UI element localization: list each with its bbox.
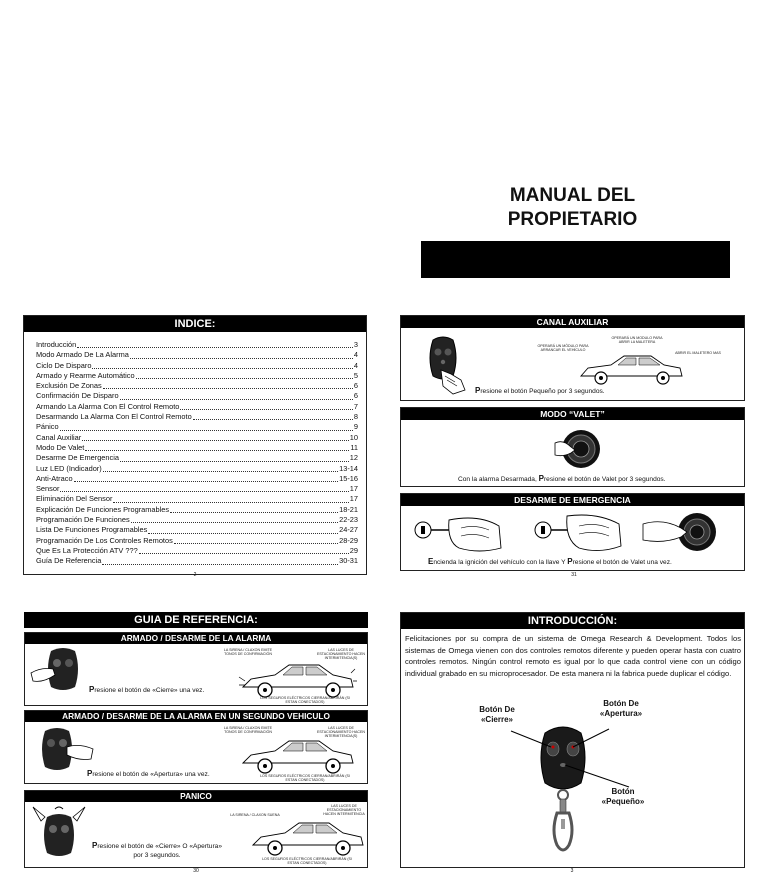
intro-paragraph: Felicitaciones por su compra de un sistema de Omega Research & Development. Todos los sistemas de Omega vienen con dos controles remotos diferente y pueden operar hasta con cuatro controles remotos. Ningún control remoto es igual por lo que cada control viene con un código individual grabado en su microprocesador. De esta manera ni la fabrica puede duplicar el código.: [405, 634, 741, 678]
car-illustration: [576, 350, 686, 390]
index-entry: [36, 443, 358, 453]
index-entry-leader: [92, 367, 352, 369]
index-entry-leader: [120, 398, 353, 400]
index-entry-leader: [113, 501, 348, 503]
index-entry: [36, 391, 358, 401]
valet-header: [401, 408, 744, 420]
index-entry-label: Lista De Funciones Programables: [36, 525, 148, 535]
index-entry: [36, 556, 358, 566]
label-apertura-line2: «Apertura»: [599, 709, 643, 718]
index-entry-page: 6: [353, 381, 358, 391]
index-entry-leader: [193, 418, 353, 420]
second-caption-initial: P: [87, 769, 93, 778]
second-note-lights: LAS LUCES DE ESTACIONAMIENTO HACEN INTERMITENCIA(S): [317, 726, 365, 738]
index-entry-page: 17: [349, 484, 358, 494]
index-entry: [36, 515, 358, 525]
index-entry: [36, 340, 358, 350]
intro-panel: [400, 612, 745, 868]
intro-page-number: 3: [570, 868, 574, 874]
index-page-number: 2: [193, 572, 197, 578]
panic-note-lights: LAS LUCES DE ESTACIONAMIENTO HACEN INTERMITENCIA: [323, 804, 365, 816]
index-entry-label: Armado y Rearme Automático: [36, 370, 135, 380]
intro-title: INTRODUCCIÓN:: [527, 615, 618, 627]
index-entry-page: 29: [349, 545, 358, 555]
index-entry-label: Eliminación Del Sensor: [36, 494, 113, 504]
cover-title: [460, 184, 685, 232]
aux-caption-initial: P: [475, 386, 481, 395]
valet-caption-rest: resione el botón de Valet por 3 segundos.: [543, 476, 666, 483]
car-illustration: [247, 817, 367, 859]
index-entry: [36, 422, 358, 432]
index-entry: [36, 536, 358, 546]
guide-section-arm-header: [25, 633, 367, 644]
aux-header: [401, 316, 744, 328]
label-apertura-line1: Botón De: [603, 699, 639, 708]
index-entry-leader: [103, 470, 338, 472]
index-entry: [36, 484, 358, 494]
guide-section-panic: [24, 790, 368, 868]
index-entry-page: 18-21: [339, 504, 358, 514]
index-entry-label: Programación De Funciones: [36, 515, 130, 525]
panic-caption-initial: P: [92, 841, 98, 850]
valet-title: MODO “VALET”: [540, 409, 605, 419]
guide-title: GUIA DE REFERENCIA:: [134, 614, 258, 626]
valet-caption: [458, 474, 738, 484]
index-entry-label: Que Es La Protección ATV ???: [36, 545, 138, 555]
index-entry-leader: [85, 449, 349, 451]
index-entry: [36, 494, 358, 504]
cover-title-line2: PROPIETARIO: [507, 209, 638, 230]
panic-note-siren: LA SIRENA / CLAXON SUENA: [230, 813, 280, 817]
guide-section-panic-header: [25, 791, 367, 802]
index-title: INDICE:: [174, 318, 216, 330]
index-entry: [36, 464, 358, 474]
label-pequeno-line1: Botón: [611, 787, 635, 796]
index-entry-label: Pánico: [36, 422, 59, 432]
arm-caption-initial: P: [89, 685, 95, 694]
index-entry-page: 9: [353, 422, 358, 432]
valet-caption-initial: P: [538, 474, 544, 483]
index-entry: [36, 453, 358, 463]
index-entry-page: 28-29: [339, 535, 358, 545]
index-entry-label: Introducción: [36, 340, 77, 349]
index-entry-label: Guía De Referencia: [36, 556, 102, 566]
index-entry-leader: [77, 346, 353, 348]
aux-note-open: ABRIR EL MALETERO MAS: [675, 351, 721, 355]
index-list: [36, 340, 358, 567]
label-pequeno-line2: «Pequeño»: [601, 797, 645, 806]
index-entry-label: Modo De Valet: [36, 442, 85, 452]
index-entry-label: Confirmación De Disparo: [36, 391, 119, 401]
remote-cierre-illustration: [29, 647, 91, 703]
guide-section-arm-title: ARMADO / DESARME DE LA ALARMA: [120, 633, 272, 643]
aux-title: CANAL AUXILIAR: [536, 317, 609, 327]
guide-section-arm: [24, 632, 368, 706]
index-entry-label: Ciclo De Disparo: [36, 360, 92, 370]
index-entry-label: Modo Armado De La Alarma: [36, 350, 129, 360]
index-entry-page: 24-27: [339, 525, 358, 535]
index-entry-page: 30-31: [339, 556, 358, 566]
index-entry: [36, 433, 358, 443]
valet-caption-start: Con la alarma Desarmada,: [458, 476, 539, 483]
label-apertura: [591, 699, 651, 719]
index-entry-page: 7: [353, 401, 358, 411]
emergency-panel: [400, 493, 745, 571]
index-entry-page: 4: [353, 350, 358, 360]
guide-header: [24, 612, 368, 628]
aux-note-trunk: OPERARÁ UN MODULO PARA ABRIR LA MALETERA: [611, 336, 663, 344]
car-illustration: [237, 735, 357, 779]
index-entry-leader: [60, 490, 348, 492]
index-entry-leader: [180, 408, 353, 410]
second-note-locks: LOS SEGUROS ELÉCTRICOS CIERRAN/ABRIRÁN (SI ESTAN CONECTADOS): [260, 774, 350, 782]
index-entry-label: Sensor: [36, 484, 60, 494]
index-entry-page: 17: [349, 494, 358, 504]
index-entry-label: Canal Auxiliar: [36, 432, 82, 442]
index-header: [24, 316, 366, 332]
index-entry-page: 12: [349, 453, 358, 463]
index-entry: [36, 474, 358, 484]
index-entry-leader: [170, 511, 338, 513]
second-note-siren: LA SIRENA / CLAXON EMITE TONOS DE CONFIRMACIÓN: [223, 726, 273, 734]
arm-note-locks: LOS SEGUROS ELÉCTRICOS CIERRAN/ABRIRÁN (SI ESTAN CONECTADOS): [260, 696, 350, 704]
aux-note-start: OPERARÁ UN MÓDULO PARA ARRANCAR EL VEHÍCULO: [537, 344, 589, 352]
valet-button-icon: [553, 427, 603, 471]
index-entry-page: 6: [353, 391, 358, 401]
index-entry-page: 22-23: [339, 515, 358, 525]
arm-note-lights: LAS LUCES DE ESTACIONAMIENTO HACEN INTERMITENCIA(S): [317, 648, 365, 660]
index-entry: [36, 546, 358, 556]
index-entry-page: 4: [353, 360, 358, 370]
right-top-page-number: 31: [571, 572, 577, 578]
emergency-caption-part2: resione el botón de Valet una vez.: [572, 559, 672, 566]
emergency-caption: [428, 557, 738, 567]
ignition-key-hand-2: [529, 510, 624, 556]
panic-note-locks: LOS SEGUROS ELÉCTRICOS CIERRAN/ABRIRÁN (SI ESTAN CONECTADOS): [262, 857, 352, 865]
index-entry-leader: [136, 377, 353, 379]
index-entry-label: Anti-Atraco: [36, 473, 73, 483]
arm-caption-text: resione el botón de «Cierre» una vez.: [94, 687, 205, 694]
index-entry-leader: [103, 387, 353, 389]
aux-panel: [400, 315, 745, 401]
cover-title-line1: MANUAL DEL: [509, 185, 636, 206]
index-entry-page: 10: [349, 432, 358, 442]
guide-section-panic-title: PANICO: [180, 791, 212, 801]
index-entry-leader: [130, 357, 353, 359]
index-entry-leader: [60, 429, 353, 431]
arm-note-siren: LA SIRENA / CLAXON EMITE TONOS DE CONFIRMACIÓN: [223, 648, 273, 656]
index-entry: [36, 361, 358, 371]
guide-section-second-vehicle: [24, 710, 368, 784]
index-entry: [36, 412, 358, 422]
intro-header: [401, 613, 744, 629]
index-entry: [36, 350, 358, 360]
index-entry-page: 8: [353, 412, 358, 422]
remote-hand-illustration: [421, 334, 471, 396]
label-cierre-line1: Botón De: [479, 705, 515, 714]
panic-caption-line2: por 3 segundos.: [133, 852, 181, 859]
index-entry-leader: [131, 521, 338, 523]
index-entry-leader: [120, 460, 349, 462]
index-entry-label: Exclusión De Zonas: [36, 381, 102, 391]
panic-caption-text: resione el botón de «Cierre» O «Apertura»: [97, 843, 222, 850]
index-entry-label: Desarme De Emergencia: [36, 453, 119, 463]
index-entry-leader: [148, 532, 338, 534]
index-entry-leader: [74, 480, 339, 482]
guide-section-second-header: [25, 711, 367, 722]
emergency-title: DESARME DE EMERGENCIA: [514, 495, 631, 505]
index-entry: [36, 371, 358, 381]
index-entry-leader: [82, 439, 349, 441]
index-entry: [36, 525, 358, 535]
index-entry-page: 11: [350, 442, 358, 452]
emergency-caption-initial2: P: [567, 557, 573, 566]
emergency-caption-initial1: E: [428, 557, 434, 566]
guide-section-second-title: ARMADO / DESARME DE LA ALARMA EN UN SEGUNDO VEHICULO: [62, 711, 330, 721]
index-entry-page: 5: [353, 370, 358, 380]
index-entry-label: Luz LED (Indicador): [36, 463, 102, 473]
emergency-header: [401, 494, 744, 506]
index-entry-label: Programación De Los Controles Remotos: [36, 535, 173, 545]
cover-black-bar: [421, 241, 730, 278]
aux-caption: [475, 386, 715, 396]
ignition-key-hand-1: [409, 510, 504, 556]
index-entry: [36, 402, 358, 412]
second-caption-text: resione el botón de «Apertura» una vez.: [92, 771, 210, 778]
label-cierre-line2: «Cierre»: [480, 715, 514, 724]
index-entry-leader: [139, 552, 349, 554]
label-cierre: [467, 705, 527, 725]
index-entry-label: Desarmando La Alarma Con El Control Remoto: [36, 412, 192, 422]
valet-button-press: [641, 510, 721, 556]
index-entry-label: Explicación De Funciones Programables: [36, 504, 170, 514]
index-entry-page: 13-14: [339, 463, 358, 473]
panic-caption: [77, 841, 237, 860]
index-entry-page: 3: [353, 340, 358, 349]
index-entry-label: Armando La Alarma Con El Control Remoto: [36, 401, 180, 411]
index-entry-page: 15-16: [339, 473, 358, 483]
valet-panel: [400, 407, 745, 487]
index-panel: [23, 315, 367, 575]
index-entry: [36, 505, 358, 515]
label-pequeno: [593, 787, 653, 807]
index-entry-leader: [102, 563, 338, 565]
second-caption: [87, 769, 247, 779]
arm-caption: [89, 685, 239, 695]
aux-caption-text: resione el botón Pequeño por 3 segundos.: [480, 388, 605, 395]
index-entry-leader: [174, 542, 338, 544]
emergency-caption-part1: ncienda la ignición del vehículo con la llave Y: [433, 559, 568, 566]
index-entry: [36, 381, 358, 391]
guide-page-number: 30: [193, 868, 199, 874]
